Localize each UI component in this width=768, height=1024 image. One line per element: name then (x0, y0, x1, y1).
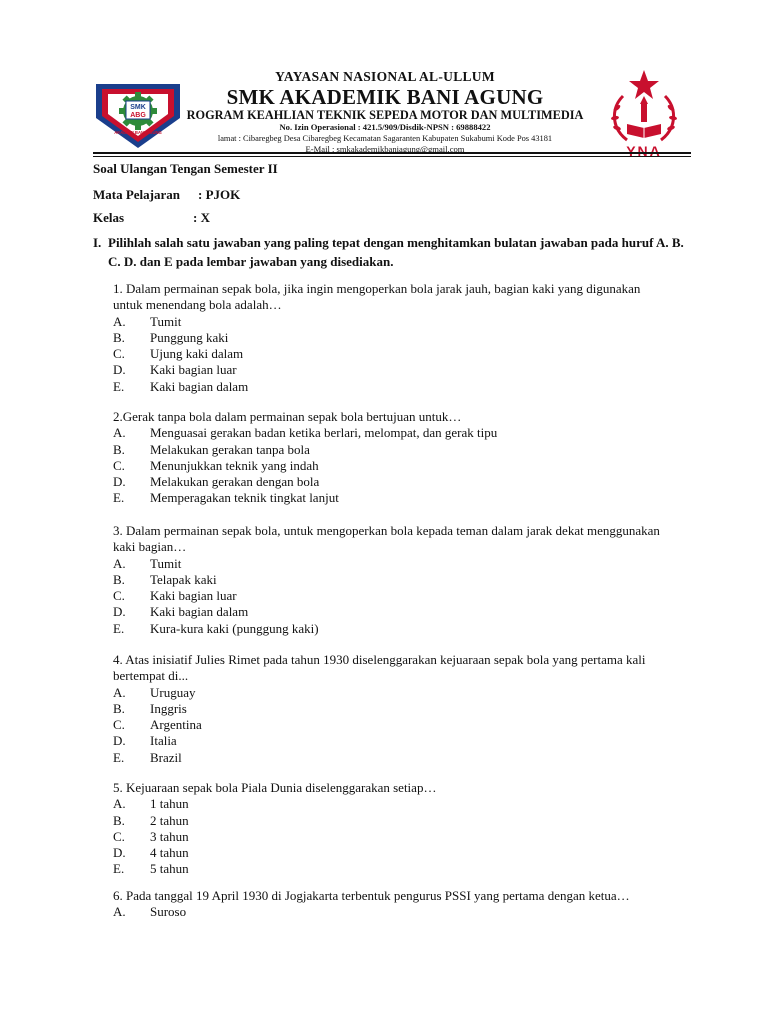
option-letter: E. (113, 749, 125, 765)
logo-left-top-text: SMK (130, 104, 146, 111)
option-row (113, 474, 673, 490)
option-row (113, 588, 673, 604)
question-stem: 6. Pada tanggal 19 April 1930 di Jogjakarta terbentuk pengurus PSSI yang pertama dengan ketua… (113, 888, 630, 903)
option-text: Tumit (150, 555, 182, 571)
option-row (113, 379, 673, 395)
option-text: Menguasai gerakan badan ketika berlari, melompat, dan gerak tipu (150, 425, 498, 441)
option-row (113, 604, 673, 620)
exam-title: Soal Ulangan Tengan Semester II (93, 161, 278, 176)
option-letter: D. (113, 474, 126, 490)
letterhead-rule-thick (93, 152, 691, 154)
option-row (113, 314, 673, 330)
class-row (93, 210, 210, 226)
option-letter: A. (113, 796, 126, 812)
option-text: Brazil (150, 749, 182, 765)
option-letter: E. (113, 378, 125, 394)
option-row (113, 701, 673, 717)
yna-logo (601, 68, 687, 160)
option-row (113, 556, 673, 572)
address-line: lamat : Cibaregbeg Desa Cibaregbeg Kecamatan Sagaranten Kabupaten Sukabumi Kode Pos 43181 (217, 134, 553, 143)
option-row (113, 796, 673, 812)
option-text: 4 tahun (150, 845, 189, 861)
option-row (113, 829, 673, 845)
option-text: Melakukan gerakan tanpa bola (150, 441, 310, 457)
subject-value: : PJOK (198, 187, 241, 202)
option-letter: B. (113, 441, 125, 457)
option-letter: C. (113, 828, 125, 844)
email-line: E-Mail : smkakademikbaniagung@gmail.com (305, 144, 465, 154)
question-4 (113, 652, 673, 766)
option-text: Kaki bagian dalam (150, 378, 249, 394)
option-row (113, 750, 673, 766)
option-row (113, 904, 673, 920)
option-letter: A. (113, 425, 126, 441)
option-text: Memperagakan teknik tingkat lanjut (150, 490, 339, 506)
option-row (113, 685, 673, 701)
option-row (113, 861, 673, 877)
option-row (113, 733, 673, 749)
question-stem: 3. Dalam permainan sepak bola, untuk mengoperkan bola kepada teman dalam jarak dekat menggunakan kaki bagian… (113, 523, 660, 555)
option-text: 1 tahun (150, 796, 189, 812)
option-text: Ujung kaki dalam (150, 346, 244, 362)
letterhead-rule-thin (93, 156, 691, 157)
option-row (113, 425, 673, 441)
option-row (113, 621, 673, 637)
option-text: 5 tahun (150, 861, 189, 877)
option-text: Menunjukkan teknik yang indah (150, 457, 319, 473)
option-row (113, 458, 673, 474)
option-text: Kaki bagian dalam (150, 604, 249, 620)
option-letter: D. (113, 362, 126, 378)
option-letter: B. (113, 700, 125, 716)
school-name: SMK AKADEMIK BANI AGUNG (226, 85, 544, 109)
question-stem: 4. Atas inisiatif Julies Rimet pada tahun 1930 diselenggarakan kejuaraan sepak bola yang pertama kali bertempat di... (113, 652, 646, 684)
option-letter: A. (113, 904, 126, 920)
option-letter: A. (113, 313, 126, 329)
subject-row (93, 187, 241, 203)
option-text: Uruguay (150, 684, 196, 700)
question-1 (113, 281, 673, 395)
option-letter: C. (113, 346, 125, 362)
instruction-number: I. (93, 235, 102, 250)
option-letter: B. (113, 812, 125, 828)
class-label: Kelas (93, 210, 125, 225)
option-text: Inggris (150, 700, 187, 716)
option-row (113, 717, 673, 733)
option-row (113, 346, 673, 362)
option-letter: D. (113, 604, 126, 620)
option-text: Punggung kaki (150, 329, 229, 345)
option-row (113, 330, 673, 346)
option-text: Kura-kura kaki (punggung kaki) (150, 620, 319, 636)
option-letter: A. (113, 555, 126, 571)
option-letter: A. (113, 684, 126, 700)
logo-left-mid-text: ABG (130, 112, 146, 119)
option-text: Telapak kaki (150, 571, 217, 587)
option-letter: D. (113, 845, 126, 861)
option-text: Melakukan gerakan dengan bola (150, 474, 320, 490)
option-text: Kaki bagian luar (150, 588, 237, 604)
logo-left-caption: AKADEMI BANI AGUNG (114, 130, 162, 135)
option-text: 3 tahun (150, 828, 189, 844)
option-text: Tumit (150, 313, 182, 329)
letterhead (180, 68, 590, 155)
logo-right-text: YNA (626, 143, 662, 159)
option-letter: E. (113, 861, 125, 877)
option-letter: E. (113, 490, 125, 506)
question-2 (113, 409, 673, 507)
option-text: 2 tahun (150, 812, 189, 828)
option-letter: C. (113, 717, 125, 733)
option-text: Suroso (150, 904, 187, 920)
foundation-name: YAYASAN NASIONAL AL-ULLUM (275, 69, 495, 84)
option-row (113, 813, 673, 829)
option-letter: C. (113, 457, 125, 473)
instruction (93, 233, 693, 271)
option-text: Italia (150, 733, 177, 749)
option-letter: C. (113, 588, 125, 604)
subject-label: Mata Pelajaran (93, 187, 181, 202)
instruction-text: Pilihlah salah satu jawaban yang paling tepat dengan menghitamkan bulatan jawaban pada huruf A. B. C. D. dan E pada lembar jawaban yang disediakan. (108, 235, 684, 269)
smk-abg-logo (92, 78, 184, 150)
option-row (113, 362, 673, 378)
permit-line: No. Izin Operasional : 421.5/909/Disdik-NPSN : 69888422 (279, 122, 491, 132)
program-line: ROGRAM KEAHLIAN TEKNIK SEPEDA MOTOR DAN MULTIMEDIA (186, 108, 584, 122)
option-text: Argentina (150, 717, 202, 733)
option-letter: B. (113, 329, 125, 345)
class-value: : X (193, 210, 210, 225)
option-row (113, 572, 673, 588)
option-row (113, 442, 673, 458)
question-stem: 5. Kejuaraan sepak bola Piala Dunia diselenggarakan setiap… (113, 780, 437, 795)
question-stem: 1. Dalam permainan sepak bola, jika ingin mengoperkan bola jarak jauh, bagian kaki yang digunakan untuk menendang bola adalah… (113, 281, 641, 313)
option-letter: D. (113, 733, 126, 749)
option-row (113, 490, 673, 506)
option-letter: B. (113, 571, 125, 587)
question-stem: 2.Gerak tanpa bola dalam permainan sepak bola bertujuan untuk… (113, 409, 462, 424)
question-6 (113, 888, 673, 921)
option-row (113, 845, 673, 861)
option-letter: E. (113, 620, 125, 636)
question-5 (113, 780, 673, 878)
question-3 (113, 523, 673, 637)
option-text: Kaki bagian luar (150, 362, 237, 378)
